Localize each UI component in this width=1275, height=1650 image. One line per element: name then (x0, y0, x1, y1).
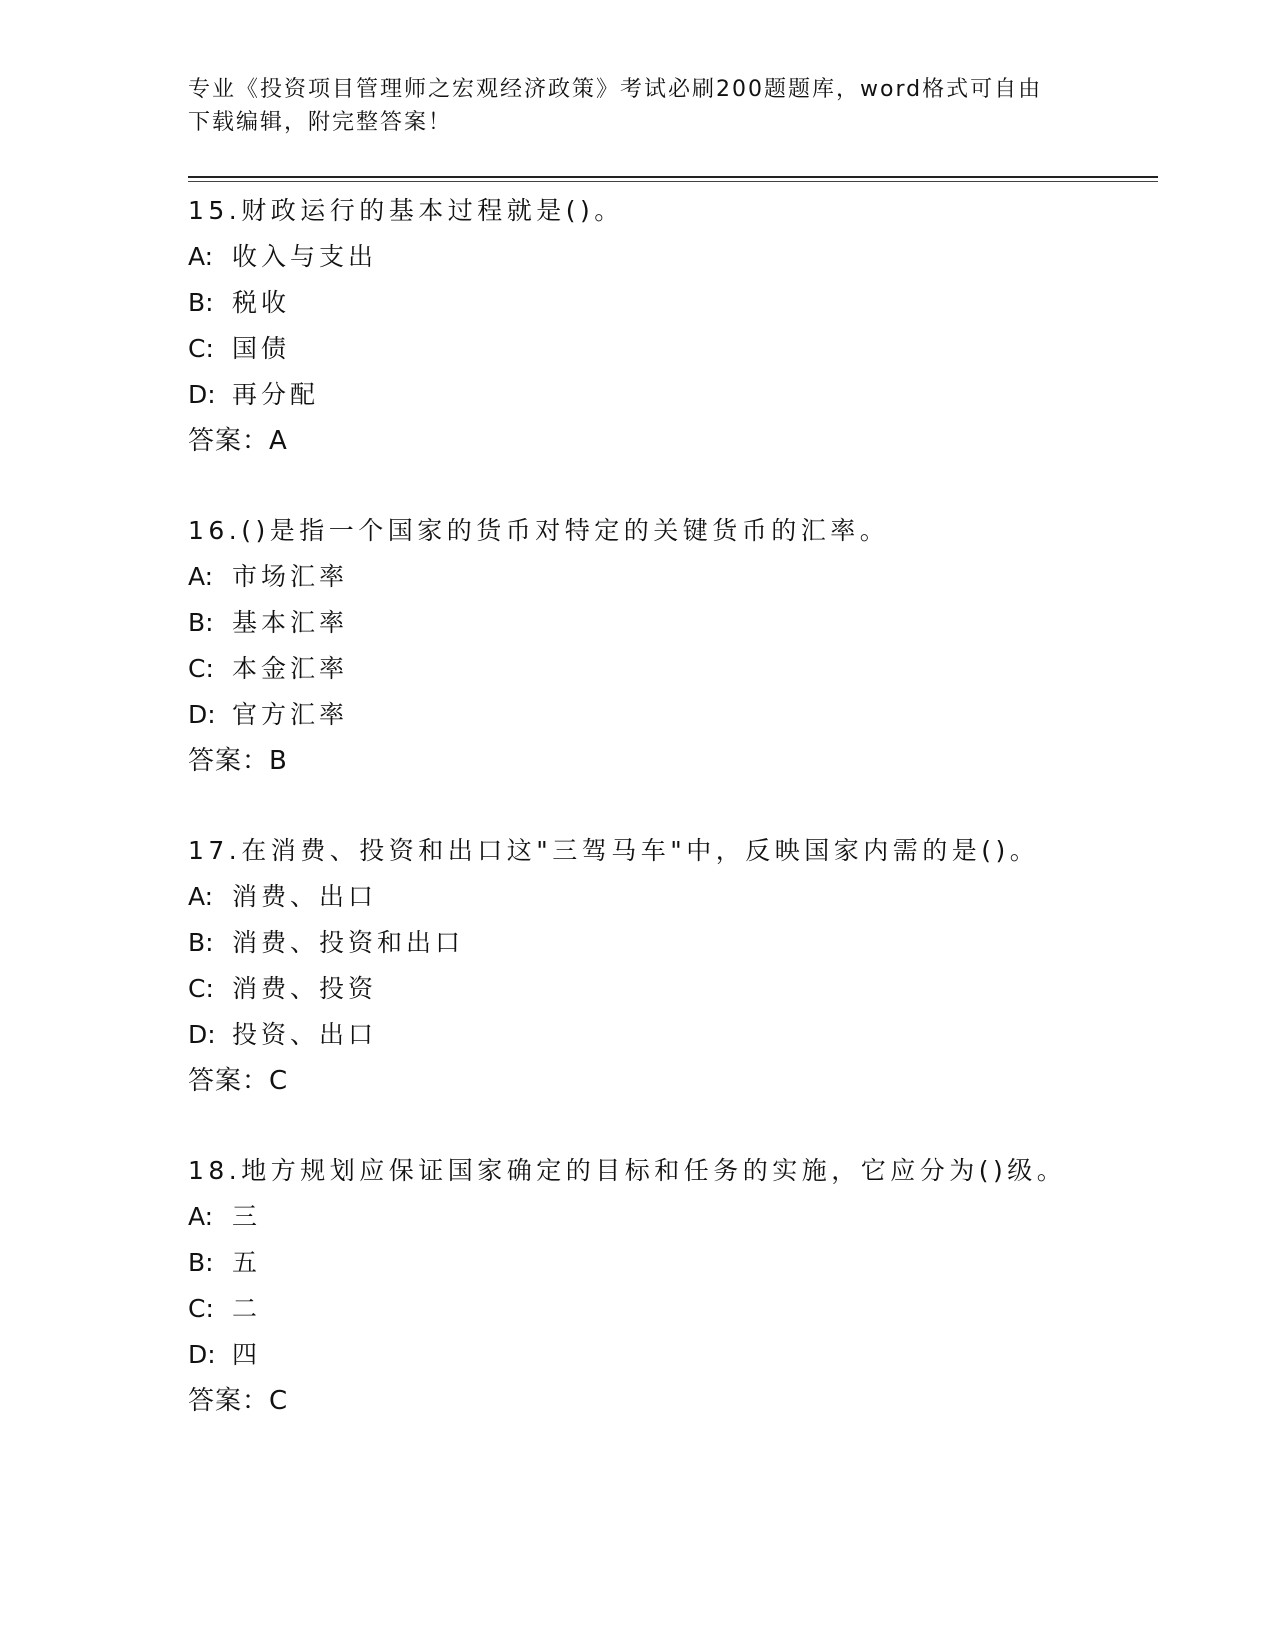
question-stem: 18.地方规划应保证国家确定的目标和任务的实施，它应分为()级。 (188, 1156, 1067, 1185)
answer-line: 答案：B (188, 746, 288, 776)
option-label: B: (188, 1248, 214, 1277)
question-block (188, 828, 1148, 1104)
option-text: 四 (232, 1340, 262, 1369)
question-stem: 15.财政运行的基本过程就是()。 (188, 196, 624, 225)
doc-header-line-1: 专业《投资项目管理师之宏观经济政策》考试必刷200题题库，word格式可自由 (188, 77, 1043, 102)
header-divider-bottom (188, 181, 1158, 182)
question-block (188, 508, 1148, 784)
option-label: C: (188, 334, 214, 363)
option-row (188, 1012, 1148, 1058)
option-text: 三 (232, 1202, 262, 1231)
answer-line: 答案：C (188, 1386, 289, 1416)
option-row (188, 600, 1148, 646)
option-row (188, 280, 1148, 326)
header-divider-top (188, 176, 1158, 178)
question-stem: 16.()是指一个国家的货币对特定的关键货币的汇率。 (188, 516, 890, 545)
option-text: 投资、出口 (232, 1020, 378, 1049)
question-block (188, 188, 1148, 464)
option-text: 国债 (232, 334, 291, 363)
option-row (188, 326, 1148, 372)
option-label: A: (188, 882, 214, 911)
option-text: 五 (232, 1248, 262, 1277)
option-text: 消费、投资和出口 (232, 928, 465, 957)
option-row (188, 1286, 1148, 1332)
answer-line: 答案：C (188, 1066, 289, 1096)
option-row (188, 692, 1148, 738)
option-label: D: (188, 1020, 216, 1049)
option-label: B: (188, 928, 214, 957)
option-label: C: (188, 654, 214, 683)
option-text: 再分配 (232, 380, 320, 409)
option-label: A: (188, 562, 214, 591)
option-row (188, 874, 1148, 920)
option-row (188, 1194, 1148, 1240)
option-row (188, 372, 1148, 418)
option-text: 消费、出口 (232, 882, 378, 911)
option-row (188, 554, 1148, 600)
option-label: B: (188, 608, 214, 637)
doc-header-line-2: 下载编辑，附完整答案！ (188, 110, 453, 135)
question-stem: 17.在消费、投资和出口这"三驾马车"中，反映国家内需的是()。 (188, 836, 1040, 865)
option-label: A: (188, 1202, 214, 1231)
option-label: C: (188, 1294, 214, 1323)
option-label: A: (188, 242, 214, 271)
option-row (188, 920, 1148, 966)
option-label: D: (188, 1340, 216, 1369)
option-row (188, 646, 1148, 692)
option-text: 税收 (232, 288, 291, 317)
option-text: 市场汇率 (232, 562, 349, 591)
option-row (188, 234, 1148, 280)
option-text: 基本汇率 (232, 608, 349, 637)
option-row (188, 1240, 1148, 1286)
option-text: 二 (232, 1294, 262, 1323)
option-label: D: (188, 380, 216, 409)
question-block (188, 1148, 1148, 1424)
option-label: C: (188, 974, 214, 1003)
option-label: B: (188, 288, 214, 317)
option-label: D: (188, 700, 216, 729)
option-text: 官方汇率 (232, 700, 349, 729)
option-text: 消费、投资 (232, 974, 378, 1003)
answer-line: 答案：A (188, 426, 288, 456)
option-text: 收入与支出 (232, 242, 378, 271)
option-text: 本金汇率 (232, 654, 349, 683)
option-row (188, 966, 1148, 1012)
option-row (188, 1332, 1148, 1378)
